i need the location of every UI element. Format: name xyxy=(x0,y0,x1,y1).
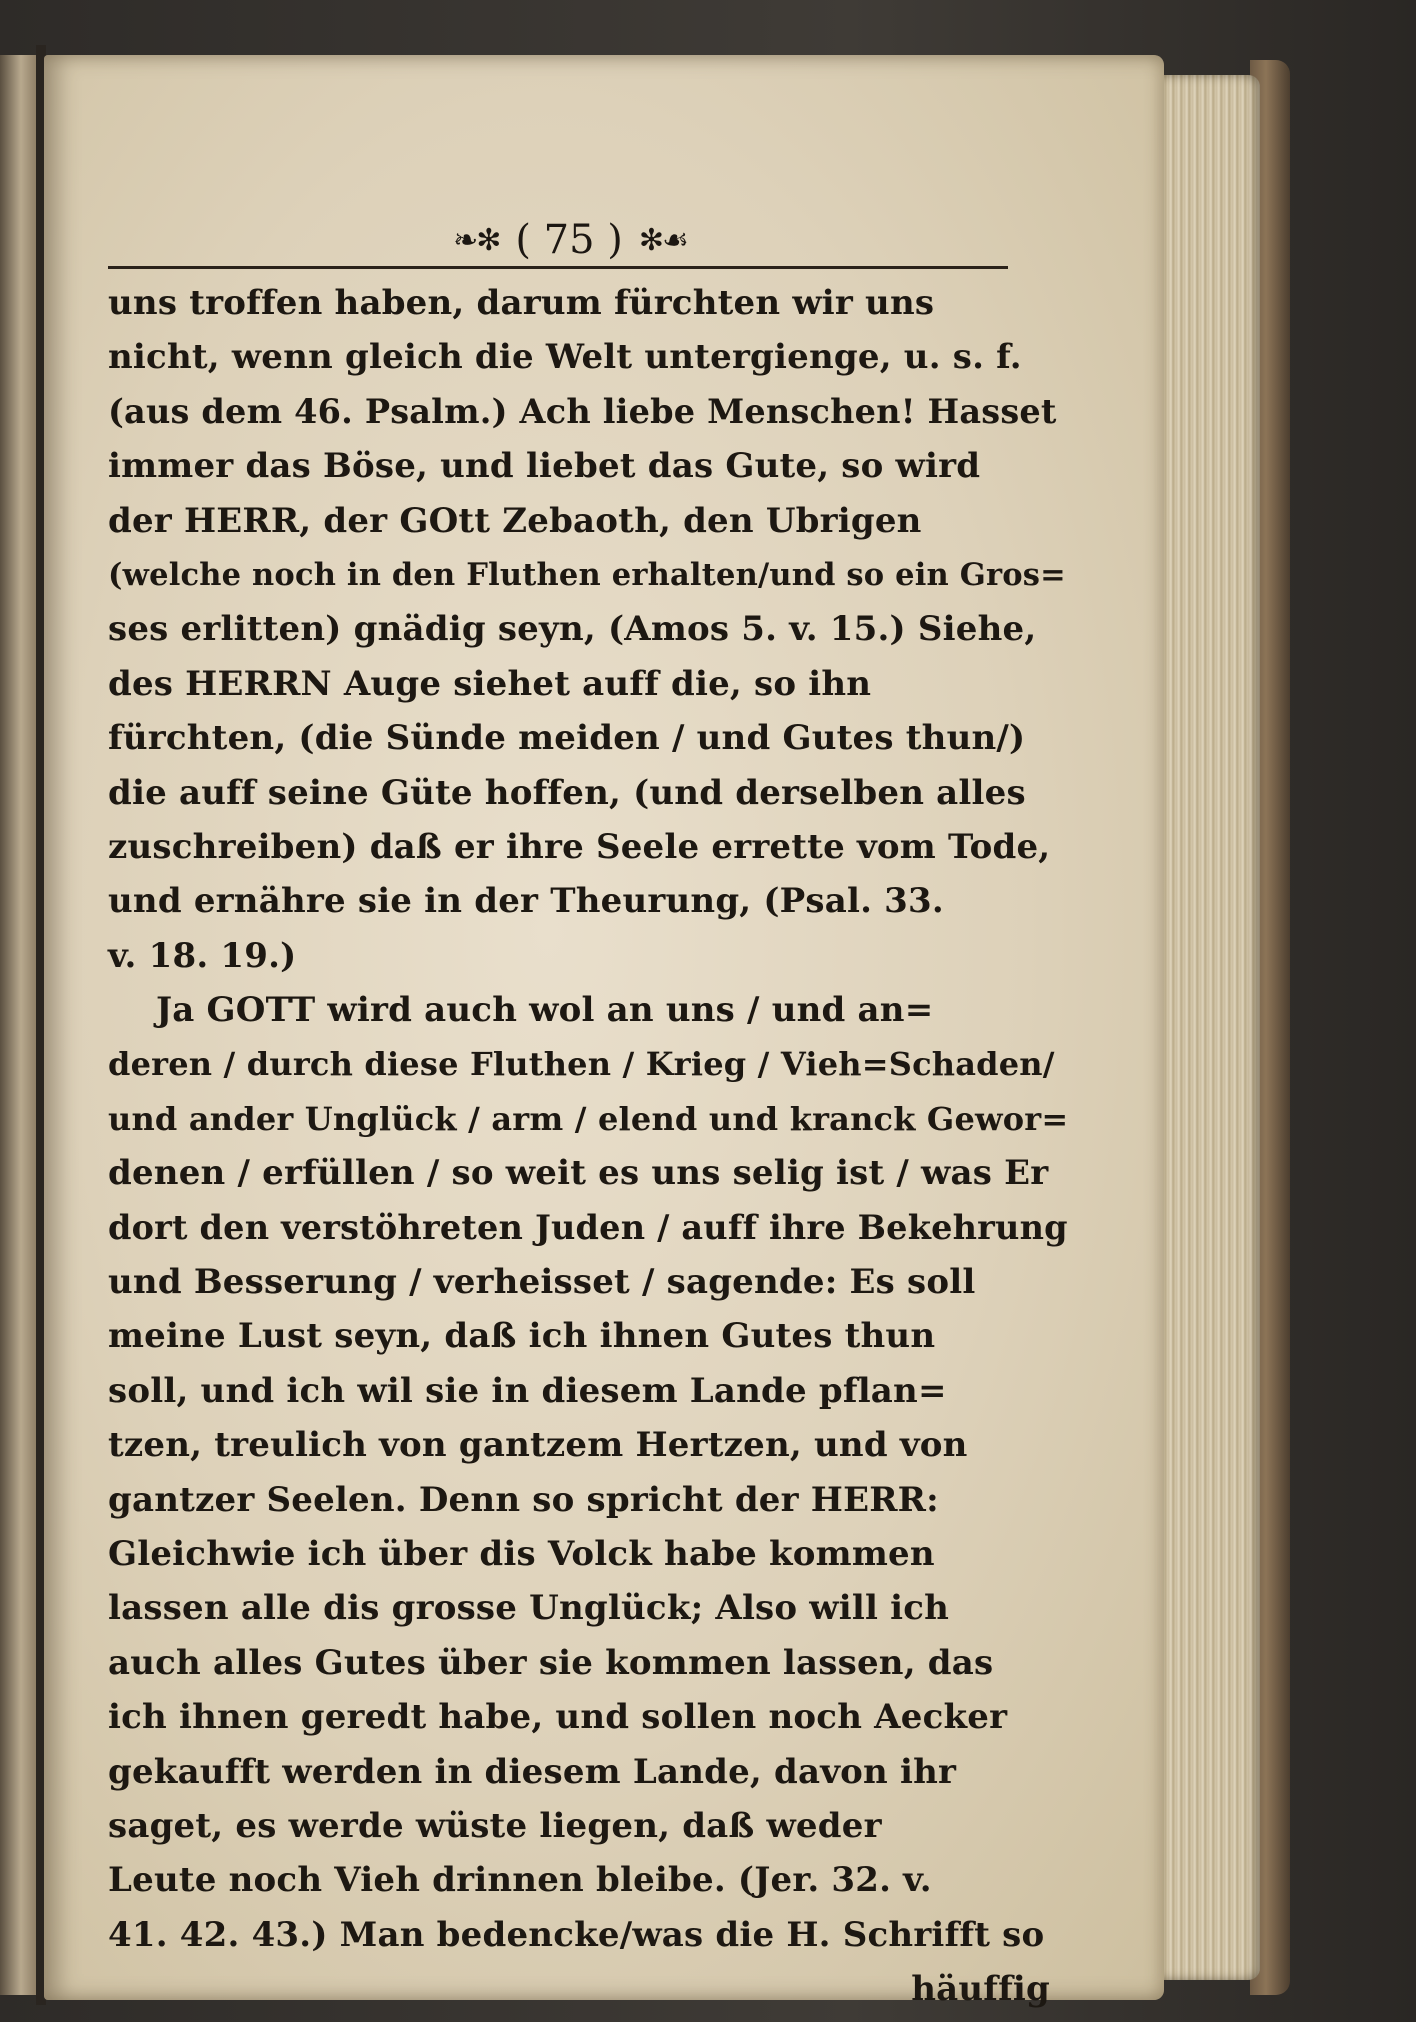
text-line: ses erlitten) gnädig seyn, (Amos 5. v. 15.) Siehe, xyxy=(108,609,1037,650)
text-line: soll, und ich wil sie in diesem Lande pflan= xyxy=(108,1370,947,1411)
text-line: Leute noch Vieh drinnen bleibe. (Jer. 32. v. xyxy=(108,1860,932,1901)
text-line: des HERRN Auge siehet auff die, so ihn xyxy=(108,663,872,704)
catchword: häuffig xyxy=(911,1969,1050,2010)
text-line: deren / durch diese Fluthen / Krieg / Vieh=Schaden/ xyxy=(108,1045,1055,1084)
text-line: gekaufft werden in diesem Lande, davon ihr xyxy=(108,1751,957,1792)
text-line: fürchten, (die Sünde meiden / und Gutes thun/) xyxy=(108,718,1026,759)
text-line: gantzer Seelen. Denn so spricht der HERR: xyxy=(108,1479,939,1520)
text-line: saget, es werde wüste liegen, daß weder xyxy=(108,1805,882,1846)
body-text xyxy=(108,276,1068,2017)
text-line: und Besserung / verheisset / sagende: Es soll xyxy=(108,1262,976,1303)
header-rule xyxy=(108,266,1008,269)
text-line: die auff seine Güte hoffen, (und derselben alles xyxy=(108,772,1026,813)
text-line: v. 18. 19.) xyxy=(108,935,297,976)
text-line: meine Lust seyn, daß ich ihnen Gutes thun xyxy=(108,1316,936,1357)
page-header xyxy=(380,215,760,265)
text-line: und ernähre sie in der Theurung, (Psal. 33. xyxy=(108,881,944,922)
text-line: und ander Unglück / arm / elend und kranck Gewor= xyxy=(108,1099,1069,1138)
text-line: dort den verstöhreten Juden / auff ihre Bekehrung xyxy=(108,1207,1068,1247)
text-line: lassen alle dis grosse Unglück; Also will ich xyxy=(108,1588,950,1629)
text-line: zuschreiben) daß er ihre Seele errette vom Tode, xyxy=(108,826,1051,867)
text-line: 41. 42. 43.) Man bedencke/was die H. Schrifft so xyxy=(108,1914,1045,1955)
ornament-left-icon: ❧✻ xyxy=(453,222,500,258)
text-line: tzen, treulich von gantzem Hertzen, und von xyxy=(108,1425,968,1466)
page-number: ( 75 ) xyxy=(515,217,623,263)
text-line: der HERR, der GOtt Zebaoth, den Ubrigen xyxy=(108,500,922,541)
text-line: Gleichwie ich über dis Volck habe kommen xyxy=(108,1533,935,1574)
text-line: auch alles Gutes über sie kommen lassen, das xyxy=(108,1642,994,1683)
text-line: nicht, wenn gleich die Welt untergienge, u. s. f. xyxy=(108,337,1022,378)
left-page-edge xyxy=(0,55,40,1995)
ornament-right-icon: ✻☙ xyxy=(638,222,687,258)
text-line: immer das Böse, und liebet das Gute, so wird xyxy=(108,446,981,487)
page-block-edges xyxy=(1160,75,1260,1980)
text-line: ich ihnen geredt habe, und sollen noch Aecker xyxy=(108,1697,1008,1738)
text-line: denen / erfüllen / so weit es uns selig ist / was Er xyxy=(108,1153,1049,1194)
text-line: (aus dem 46. Psalm.) Ach liebe Menschen! Hasset xyxy=(108,391,1057,431)
text-line: (welche noch in den Fluthen erhalten/und so ein Gros= xyxy=(108,556,1066,593)
text-line: Ja GOTT wird auch wol an uns / und an= xyxy=(156,990,934,1031)
text-line: uns troffen haben, darum fürchten wir uns xyxy=(108,283,935,323)
